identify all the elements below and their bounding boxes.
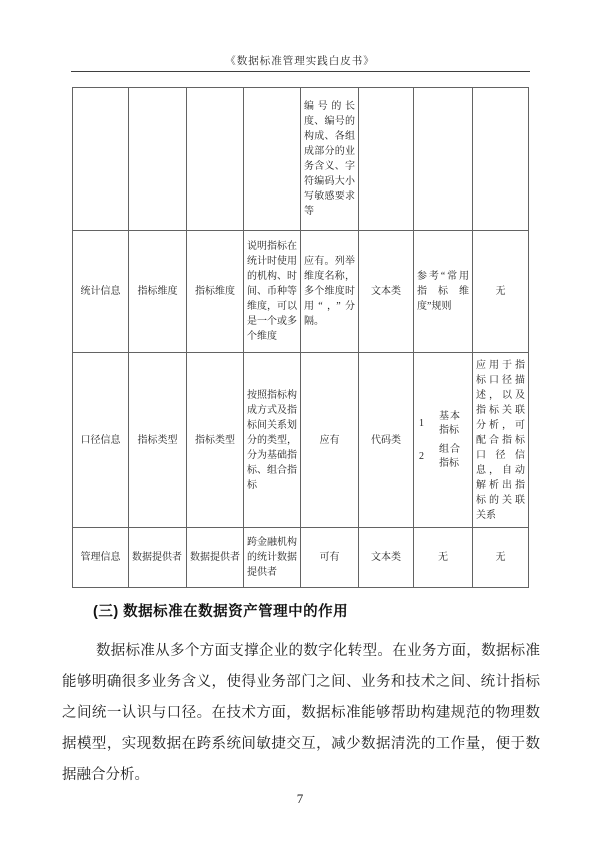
table-row — [73, 353, 529, 528]
list-item — [419, 410, 460, 438]
option-number: 1 — [419, 418, 424, 429]
table-cell: 应有。列举维度名称，多个维度时用“，”分隔。 — [301, 231, 359, 353]
table-cell: 无 — [473, 528, 529, 588]
table-cell — [129, 88, 187, 231]
header-rule — [71, 71, 530, 72]
table-cell: 无 — [414, 528, 473, 588]
option-label: 基本指标 — [439, 410, 460, 436]
table-cell: 指标类型 — [187, 353, 244, 528]
page-number: 7 — [296, 791, 304, 806]
table-cell: 文本类 — [359, 231, 414, 353]
table-cell: 口径信息 — [73, 353, 129, 528]
data-table — [72, 87, 529, 588]
section-heading: (三) 数据标准在数据资产管理中的作用 — [93, 604, 349, 620]
table-cell: 编号的长度、编号的构成、各组成部分的业务含义、字符编码大小写敏感要求等 — [301, 88, 359, 231]
table-row — [73, 528, 529, 588]
table-cell: 管理信息 — [73, 528, 129, 588]
table-row — [73, 88, 529, 231]
option-number: 2 — [419, 451, 424, 462]
option-label: 组合指标 — [439, 443, 460, 469]
table-cell: 跨金融机构的统计数据提供者 — [244, 528, 301, 588]
table-cell — [73, 88, 129, 231]
table-cell — [414, 353, 473, 528]
table-cell: 数据提供者 — [187, 528, 244, 588]
table-cell: 按照指标构成方式及指标间关系划分的类型，分为基础指标、组合指标 — [244, 353, 301, 528]
body-paragraph: 数据标准从多个方面支撑企业的数字化转型。在业务方面，数据标准能够明确很多业务含义，使得业务部门之间、业务和技术之间、统计指标之间统一认识与口径。在技术方面，数据标准能够帮助构建规范的物理数据模型，实现数据在跨系统间敏捷交互，减少数据清洗的工作量，便于数据融合分析。 — [62, 643, 540, 783]
table-cell: 统计信息 — [73, 231, 129, 353]
table-cell — [473, 88, 529, 231]
table-row — [73, 231, 529, 353]
table-cell: 数据提供者 — [129, 528, 187, 588]
table-cell — [359, 88, 414, 231]
table-cell: 指标维度 — [129, 231, 187, 353]
table-cell: 应有 — [301, 353, 359, 528]
table-cell: 文本类 — [359, 528, 414, 588]
table-cell: 指标类型 — [129, 353, 187, 528]
table-cell — [244, 88, 301, 231]
table-cell: 无 — [473, 231, 529, 353]
table-cell: 指标维度 — [187, 231, 244, 353]
table-cell: 说明指标在统计时使用的机构、时间、币种等维度，可以是一个或多个维度 — [244, 231, 301, 353]
table-cell: 可有 — [301, 528, 359, 588]
table-cell — [187, 88, 244, 231]
list-item — [419, 443, 460, 471]
page-title: 《数据标准管理实践白皮书》 — [225, 56, 375, 67]
indicator-type-options — [417, 410, 469, 471]
table-cell: 代码类 — [359, 353, 414, 528]
table-cell: 应用于指标口径描述，以及指标关联分析，可配合指标口径信息，自动解析出指标的关联关系 — [473, 353, 529, 528]
table-cell — [414, 88, 473, 231]
table-cell: 参考“常用指标维度”规则 — [414, 231, 473, 353]
